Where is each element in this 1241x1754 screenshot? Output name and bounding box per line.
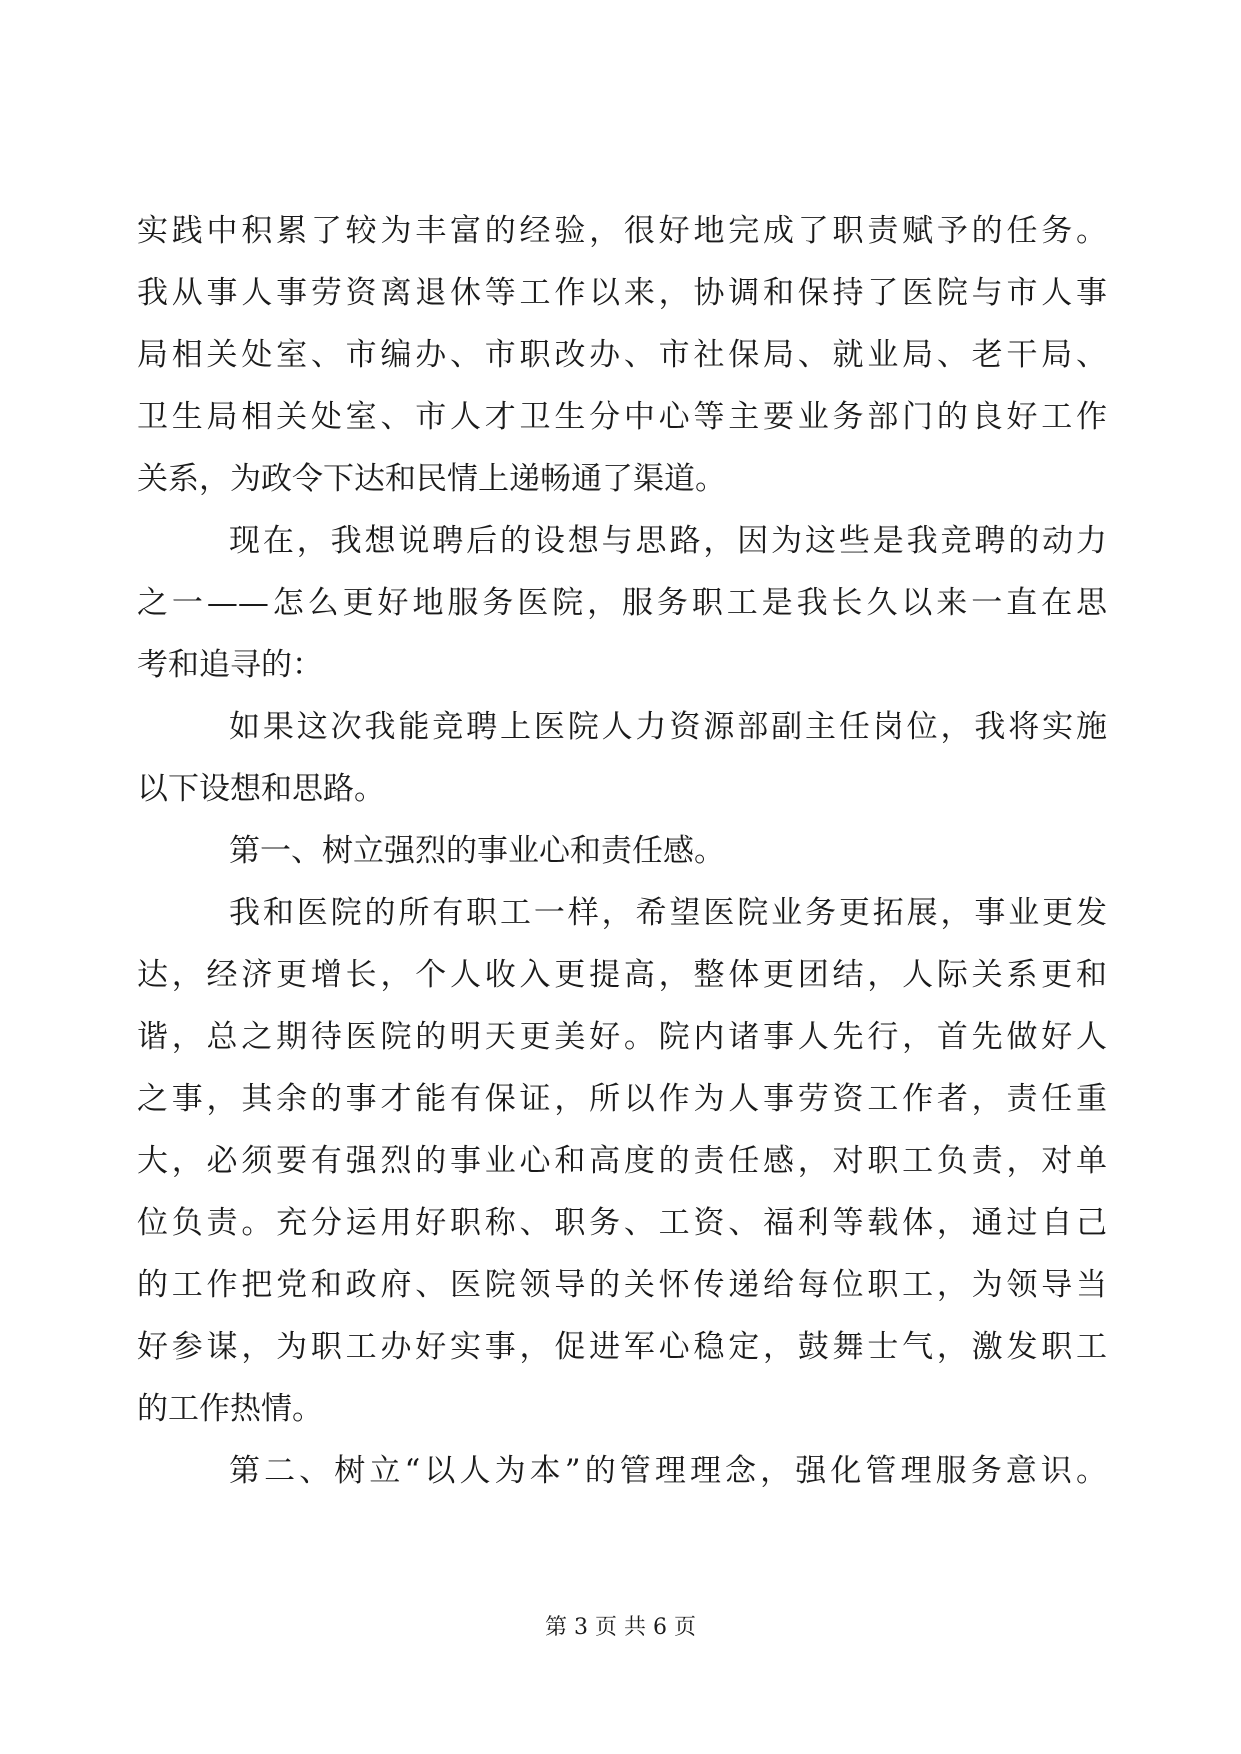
text-line: 考和追寻的： bbox=[137, 647, 323, 683]
page-footer: 第 3 页 共 6 页 bbox=[545, 1615, 696, 1640]
text-line: 之事，其余的事才能有保证，所以作为人事劳资工作者，责任重 bbox=[137, 1081, 1107, 1117]
document-body bbox=[137, 200, 1107, 1502]
text-line: 实践中积累了较为丰富的经验，很好地完成了职责赋予的任务。 bbox=[137, 213, 1107, 249]
paragraph-first-line: 现在，我想说聘后的设想与思路，因为这些是我竞聘的动力 bbox=[229, 523, 1107, 559]
text-line: 位负责。充分运用好职称、职务、工资、福利等载体，通过自己 bbox=[137, 1205, 1107, 1241]
text-line: 以下设想和思路。 bbox=[137, 771, 385, 807]
section-heading: 第一、树立强烈的事业心和责任感。 bbox=[229, 833, 725, 869]
text-line: 卫生局相关处室、市人才卫生分中心等主要业务部门的良好工作 bbox=[137, 399, 1107, 435]
paragraph-first-line: 如果这次我能竞聘上医院人力资源部副主任岗位，我将实施 bbox=[229, 709, 1107, 745]
text-line: 关系，为政令下达和民情上递畅通了渠道。 bbox=[137, 461, 726, 497]
paragraph-first-line: 我和医院的所有职工一样，希望医院业务更拓展，事业更发 bbox=[229, 895, 1107, 931]
text-line: 我从事人事劳资离退休等工作以来，协调和保持了医院与市人事 bbox=[137, 275, 1107, 311]
text-line: 达，经济更增长，个人收入更提高，整体更团结，人际关系更和 bbox=[137, 957, 1107, 993]
text-line: 局相关处室、市编办、市职改办、市社保局、就业局、老干局、 bbox=[137, 337, 1107, 373]
text-line: 好参谋，为职工办好实事，促进军心稳定，鼓舞士气，激发职工 bbox=[137, 1329, 1107, 1365]
text-line: 的工作热情。 bbox=[137, 1391, 323, 1427]
text-line: 的工作把党和政府、医院领导的关怀传递给每位职工，为领导当 bbox=[137, 1267, 1107, 1303]
section-heading: 第二、树立“以人为本”的管理理念，强化管理服务意识。 bbox=[229, 1453, 1107, 1489]
text-line: 谐，总之期待医院的明天更美好。院内诸事人先行，首先做好人 bbox=[137, 1019, 1107, 1055]
text-line: 之一——怎么更好地服务医院，服务职工是我长久以来一直在思 bbox=[137, 585, 1107, 621]
text-line: 大，必须要有强烈的事业心和高度的责任感，对职工负责，对单 bbox=[137, 1143, 1107, 1179]
